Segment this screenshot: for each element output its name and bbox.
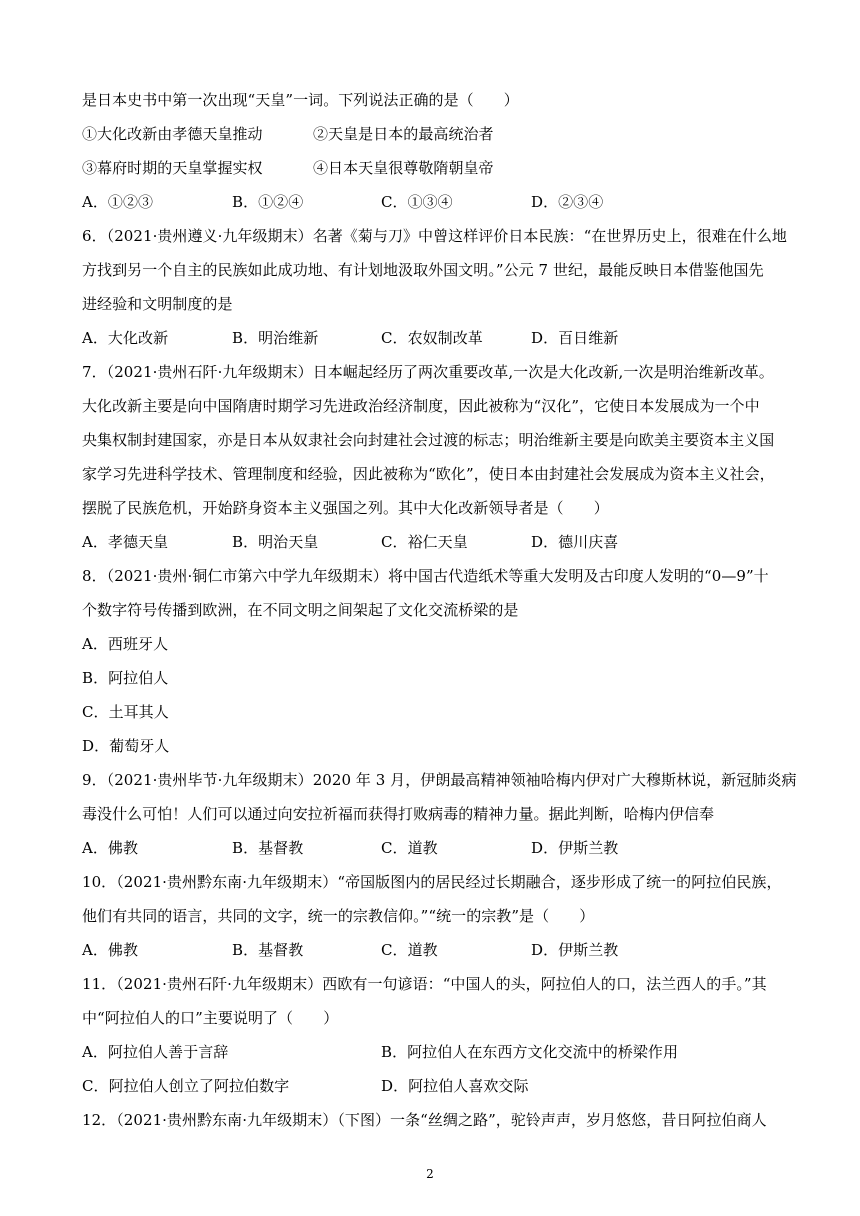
q10-option-d[interactable]: D．伊斯兰教 xyxy=(531,941,619,959)
q7-option-d[interactable]: D．德川庆喜 xyxy=(531,533,619,551)
q10-option-c[interactable]: C．道教 xyxy=(381,941,438,959)
q5-options xyxy=(82,192,782,212)
q7-stem-line-5: 摆脱了民族危机，开始跻身资本主义强国之列。其中大化改新领导者是（ ） xyxy=(82,499,609,517)
q7-option-c[interactable]: C．裕仁天皇 xyxy=(381,533,468,551)
q7-option-a[interactable]: A．孝德天皇 xyxy=(82,533,169,551)
q12-stem-line-1: 12．（2021·贵州黔东南·九年级期末）（下图）一条“丝绸之路”，驼铃声声，岁月悠悠，昔日阿拉伯商人 xyxy=(82,1111,767,1129)
q8-option-a[interactable]: A．西班牙人 xyxy=(82,635,169,653)
q10-stem-line-1: 10．（2021·贵州黔东南·九年级期末）“帝国版图内的居民经过长期融合，逐步形成了统一的阿拉伯民族， xyxy=(82,873,782,891)
q7-options xyxy=(82,532,782,552)
q7-stem-line-1: 7．（2021·贵州石阡·九年级期末）日本崛起经历了两次重要改革,一次是大化改新,一次是明治维新改革。 xyxy=(82,363,774,381)
q11-stem-line-1: 11．（2021·贵州石阡·九年级期末）西欧有一句谚语：“中国人的头，阿拉伯人的口，法兰西人的手。”其 xyxy=(82,975,767,993)
q5-statement-4: ④日本天皇很尊敬隋朝皇帝 xyxy=(313,159,494,177)
q6-stem-line-2: 方找到另一个自主的民族如此成功地、有计划地汲取外国文明。”公元 7 世纪，最能反映日本借鉴他国先 xyxy=(82,261,764,279)
q9-option-d[interactable]: D．伊斯兰教 xyxy=(531,839,619,857)
q8-option-d[interactable]: D．葡萄牙人 xyxy=(82,737,170,755)
q5-statement-row-2 xyxy=(82,158,782,178)
q10-options xyxy=(82,940,782,960)
q9-option-c[interactable]: C．道教 xyxy=(381,839,438,857)
q5-option-a[interactable]: A．①②③ xyxy=(82,193,154,211)
q9-option-a[interactable]: A．佛教 xyxy=(82,839,139,857)
q10-stem-line-2: 他们有共同的语言，共同的文字，统一的宗教信仰。”“统一的宗教”是（ ） xyxy=(82,907,595,925)
q7-stem-line-4: 家学习先进科学技术、管理制度和经验，因此被称为“欧化”，使日本由封建社会发展成为资本主义社会， xyxy=(82,465,775,483)
q9-stem-line-1: 9．（2021·贵州毕节·九年级期末）2020 年 3 月，伊朗最高精神领袖哈梅内伊对广大穆斯林说，新冠肺炎病 xyxy=(82,771,797,789)
q8-stem-line-2: 个数字符号传播到欧洲，在不同文明之间架起了文化交流桥梁的是 xyxy=(82,601,519,619)
q6-option-c[interactable]: C．农奴制改革 xyxy=(381,329,483,347)
q5-option-b[interactable]: B．①②④ xyxy=(232,193,304,211)
q9-stem-line-2: 毒没什么可怕！人们可以通过向安拉祈福而获得打败病毒的精神力量。据此判断，哈梅内伊信奉 xyxy=(82,805,715,823)
q11-option-c[interactable]: C．阿拉伯人创立了阿拉伯数字 xyxy=(82,1077,290,1095)
q10-option-b[interactable]: B．基督教 xyxy=(232,941,304,959)
q7-stem-line-3: 央集权制封建国家，亦是日本从奴隶社会向封建社会过渡的标志；明治维新主要是向欧美主要资本主义国 xyxy=(82,431,775,449)
q5-option-c[interactable]: C．①③④ xyxy=(381,193,453,211)
q5-statement-row-1 xyxy=(82,124,782,144)
q11-options-row-2 xyxy=(82,1076,782,1096)
q11-option-a[interactable]: A．阿拉伯人善于言辞 xyxy=(82,1043,229,1061)
q8-stem-line-1: 8．（2021·贵州·铜仁市第六中学九年级期末）将中国古代造纸术等重大发明及古印度人发明的“0—9”十 xyxy=(82,567,769,585)
q7-stem-line-2: 大化改新主要是向中国隋唐时期学习先进政治经济制度，因此被称为“汉化”，它使日本发展成为一个中 xyxy=(82,397,760,415)
q6-option-b[interactable]: B．明治维新 xyxy=(232,329,319,347)
q11-option-b[interactable]: B．阿拉伯人在东西方文化交流中的桥梁作用 xyxy=(381,1043,679,1061)
q6-options xyxy=(82,328,782,348)
q9-option-b[interactable]: B．基督教 xyxy=(232,839,304,857)
q9-options xyxy=(82,838,782,858)
q6-stem-line-3: 进经验和文明制度的是 xyxy=(82,295,233,313)
q5-option-d[interactable]: D．②③④ xyxy=(531,193,604,211)
q11-options-row-1 xyxy=(82,1042,782,1062)
q11-stem-line-2: 中“阿拉伯人的口”主要说明了（ ） xyxy=(82,1009,339,1027)
q7-option-b[interactable]: B．明治天皇 xyxy=(232,533,319,551)
q5-statement-3: ③幕府时期的天皇掌握实权 xyxy=(82,159,263,177)
q6-option-a[interactable]: A．大化改新 xyxy=(82,329,169,347)
q10-option-a[interactable]: A．佛教 xyxy=(82,941,139,959)
q11-option-d[interactable]: D．阿拉伯人喜欢交际 xyxy=(381,1077,529,1095)
page-number: 2 xyxy=(426,1167,434,1181)
q5-statement-2: ②天皇是日本的最高统治者 xyxy=(313,125,494,143)
q5-statement-1: ①大化改新由孝德天皇推动 xyxy=(82,125,263,143)
q6-option-d[interactable]: D．百日维新 xyxy=(531,329,619,347)
q8-option-c[interactable]: C．土耳其人 xyxy=(82,703,169,721)
q8-option-b[interactable]: B．阿拉伯人 xyxy=(82,669,169,687)
q6-stem-line-1: 6．（2021·贵州遵义·九年级期末）名著《菊与刀》中曾这样评价日本民族：“在世界历史上，很难在什么地 xyxy=(82,227,787,245)
q5-stem-line: 是日本史书中第一次出现“天皇”一词。下列说法正确的是（ ） xyxy=(82,91,519,109)
